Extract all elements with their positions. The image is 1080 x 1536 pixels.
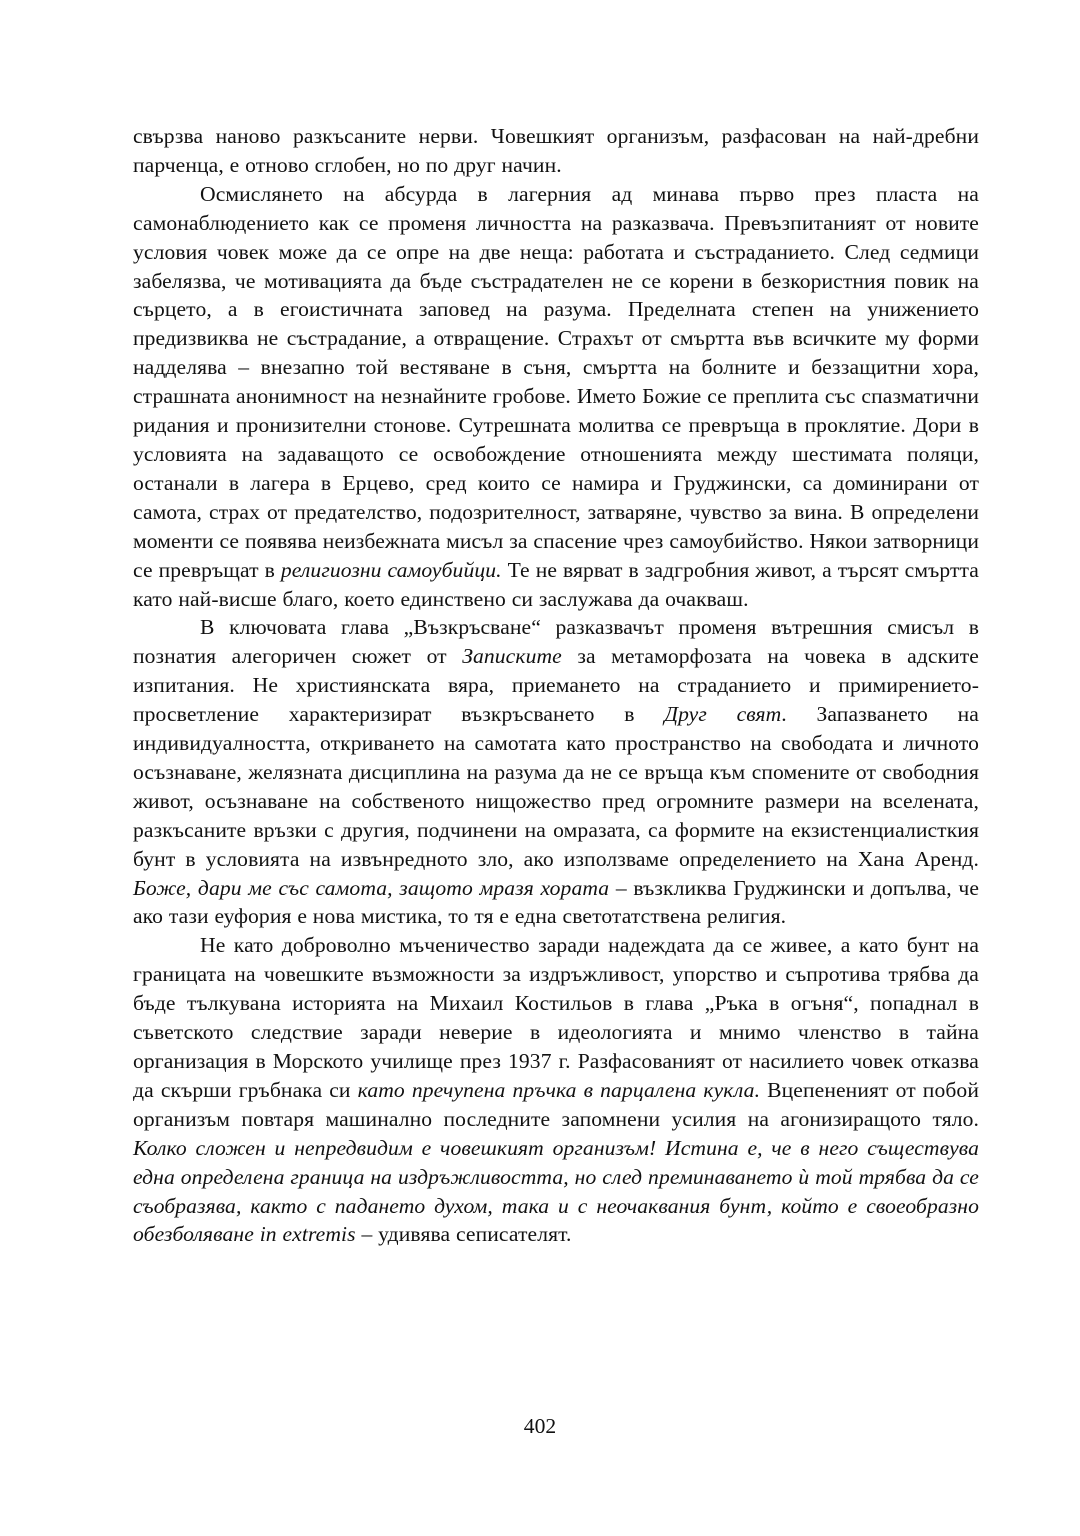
- paragraph-1: [133, 122, 979, 180]
- text-segment: Осмислянето на абсурда в лагерния ад минава първо през пласта на самонаблюдението как се променя личността на разказвача. Превъзпитаният от новите условия човек може да се опре на две неща: работата и състраданието. След седмици забелязва, че мотивацията да бъде състрадателен не се корени в безкористния повик на сърцето, а в егоистичната заповед на разума. Пределната степен на унижението предизвиква не състрадание, а отвращение. Страхът от смъртта във всичките му форми надделява – внезапно той вестяване в съня, смъртта на болните и беззащитни хора, страшната анонимност на незнайните гробове. Името Божие се преплита със спазматични ридания и пронизителни стонове. Сутрешната молитва се превръща в проклятие. Дори в условията на задаващото се освобождение отношенията между шестимата поляци, останали в лагера в Ерцево, сред които се намира и Груджински, са доминирани от самота, страх от предателство, подозрителност, затваряне, чувство за вина. В определени моменти се появява неизбежната мисъл за спасение чрез самоубийство. Някои затворници се превръщат в: [133, 181, 979, 582]
- text-segment: – възкликва Груджински и допълва, че ако тази еуфория е нова мистика, то тя е една светотатствена религия.: [133, 875, 980, 929]
- italic-text-segment: Боже, дари ме със самота, защото мразя хората: [133, 875, 610, 900]
- text-segment: Те не вярват в задгробния живот, а търсят смъртта като най-висше благо, което единствено си заслужава да очакваш.: [133, 557, 979, 611]
- text-segment: . Запазването на индивидуалността, откриването на самотата като пространство на свободата и личното осъзнаване, желязната дисциплина на разума да не се връща към спомените от свободния живот, осъзнаване на собственото нищожество пред огромните размери на вселената, разкъсаните връзки с другия, подчинени на омразата, са формите на екзистенциалисткия бунт в условията на извънредното зло, ако използваме определението на Хана Аренд.: [133, 702, 979, 871]
- text-segment: В ключовата глава „Възкръсване“ разказвачът променя вътрешния смисъл в познатия алегоричен сюжет от: [133, 615, 979, 669]
- italic-text-segment: Друг свят: [664, 702, 782, 727]
- italic-text-segment: Записките: [462, 644, 562, 669]
- italic-text-segment: религиозни самоубийци.: [280, 557, 502, 582]
- page-number: 402: [523, 1414, 557, 1438]
- text-segment: – удивява сеписателят.: [355, 1222, 572, 1247]
- italic-text-segment: като пречупена пръчка в парцалена кукла.: [357, 1077, 761, 1102]
- text-segment: Не като доброволно мъченичество заради надеждата да се живее, а като бунт на границата на човешките възможности за издръжливост, упорство и съпротива трябва да бъде тълкувана историята на Михаил Костильов в глава „Ръка в огъня“, попаднал в съветското следствие заради неверие в идеологията и мнимо членство в тайна организация в Морското училище през 1937 г. Разфасованият от насилието човек отказва да скърши гръбнака си: [133, 933, 979, 1102]
- text-segment: за метаморфозата на човека в адските изпитания. Не християнската вяра, приемането на страданието и примирението-просветление характеризират възкръсването в: [133, 644, 979, 727]
- italic-text-segment: Колко сложен и непредвидим е човешкият организъм! Истина е, че в него съществува една определена граница на издръжливостта, но след преминаването ѝ той трябва да се съобразява, както с падането духом, така и с неочаквания бунт, който е своеобразно обезболяване in extremis: [133, 1135, 979, 1247]
- paragraph-4: [133, 931, 979, 1249]
- paragraph-3: [133, 613, 979, 931]
- body-text: [133, 122, 979, 1249]
- text-segment: Вцепененият от побой организъм повтаря машинално последните запомнени усилия на агонизиращото тяло.: [133, 1077, 979, 1131]
- text-segment: свързва наново разкъсаните нерви. Човешкият организъм, разфасован на най-дребни парченца, е отново сглобен, но по друг начин.: [133, 124, 979, 177]
- paragraph-2: [133, 180, 979, 614]
